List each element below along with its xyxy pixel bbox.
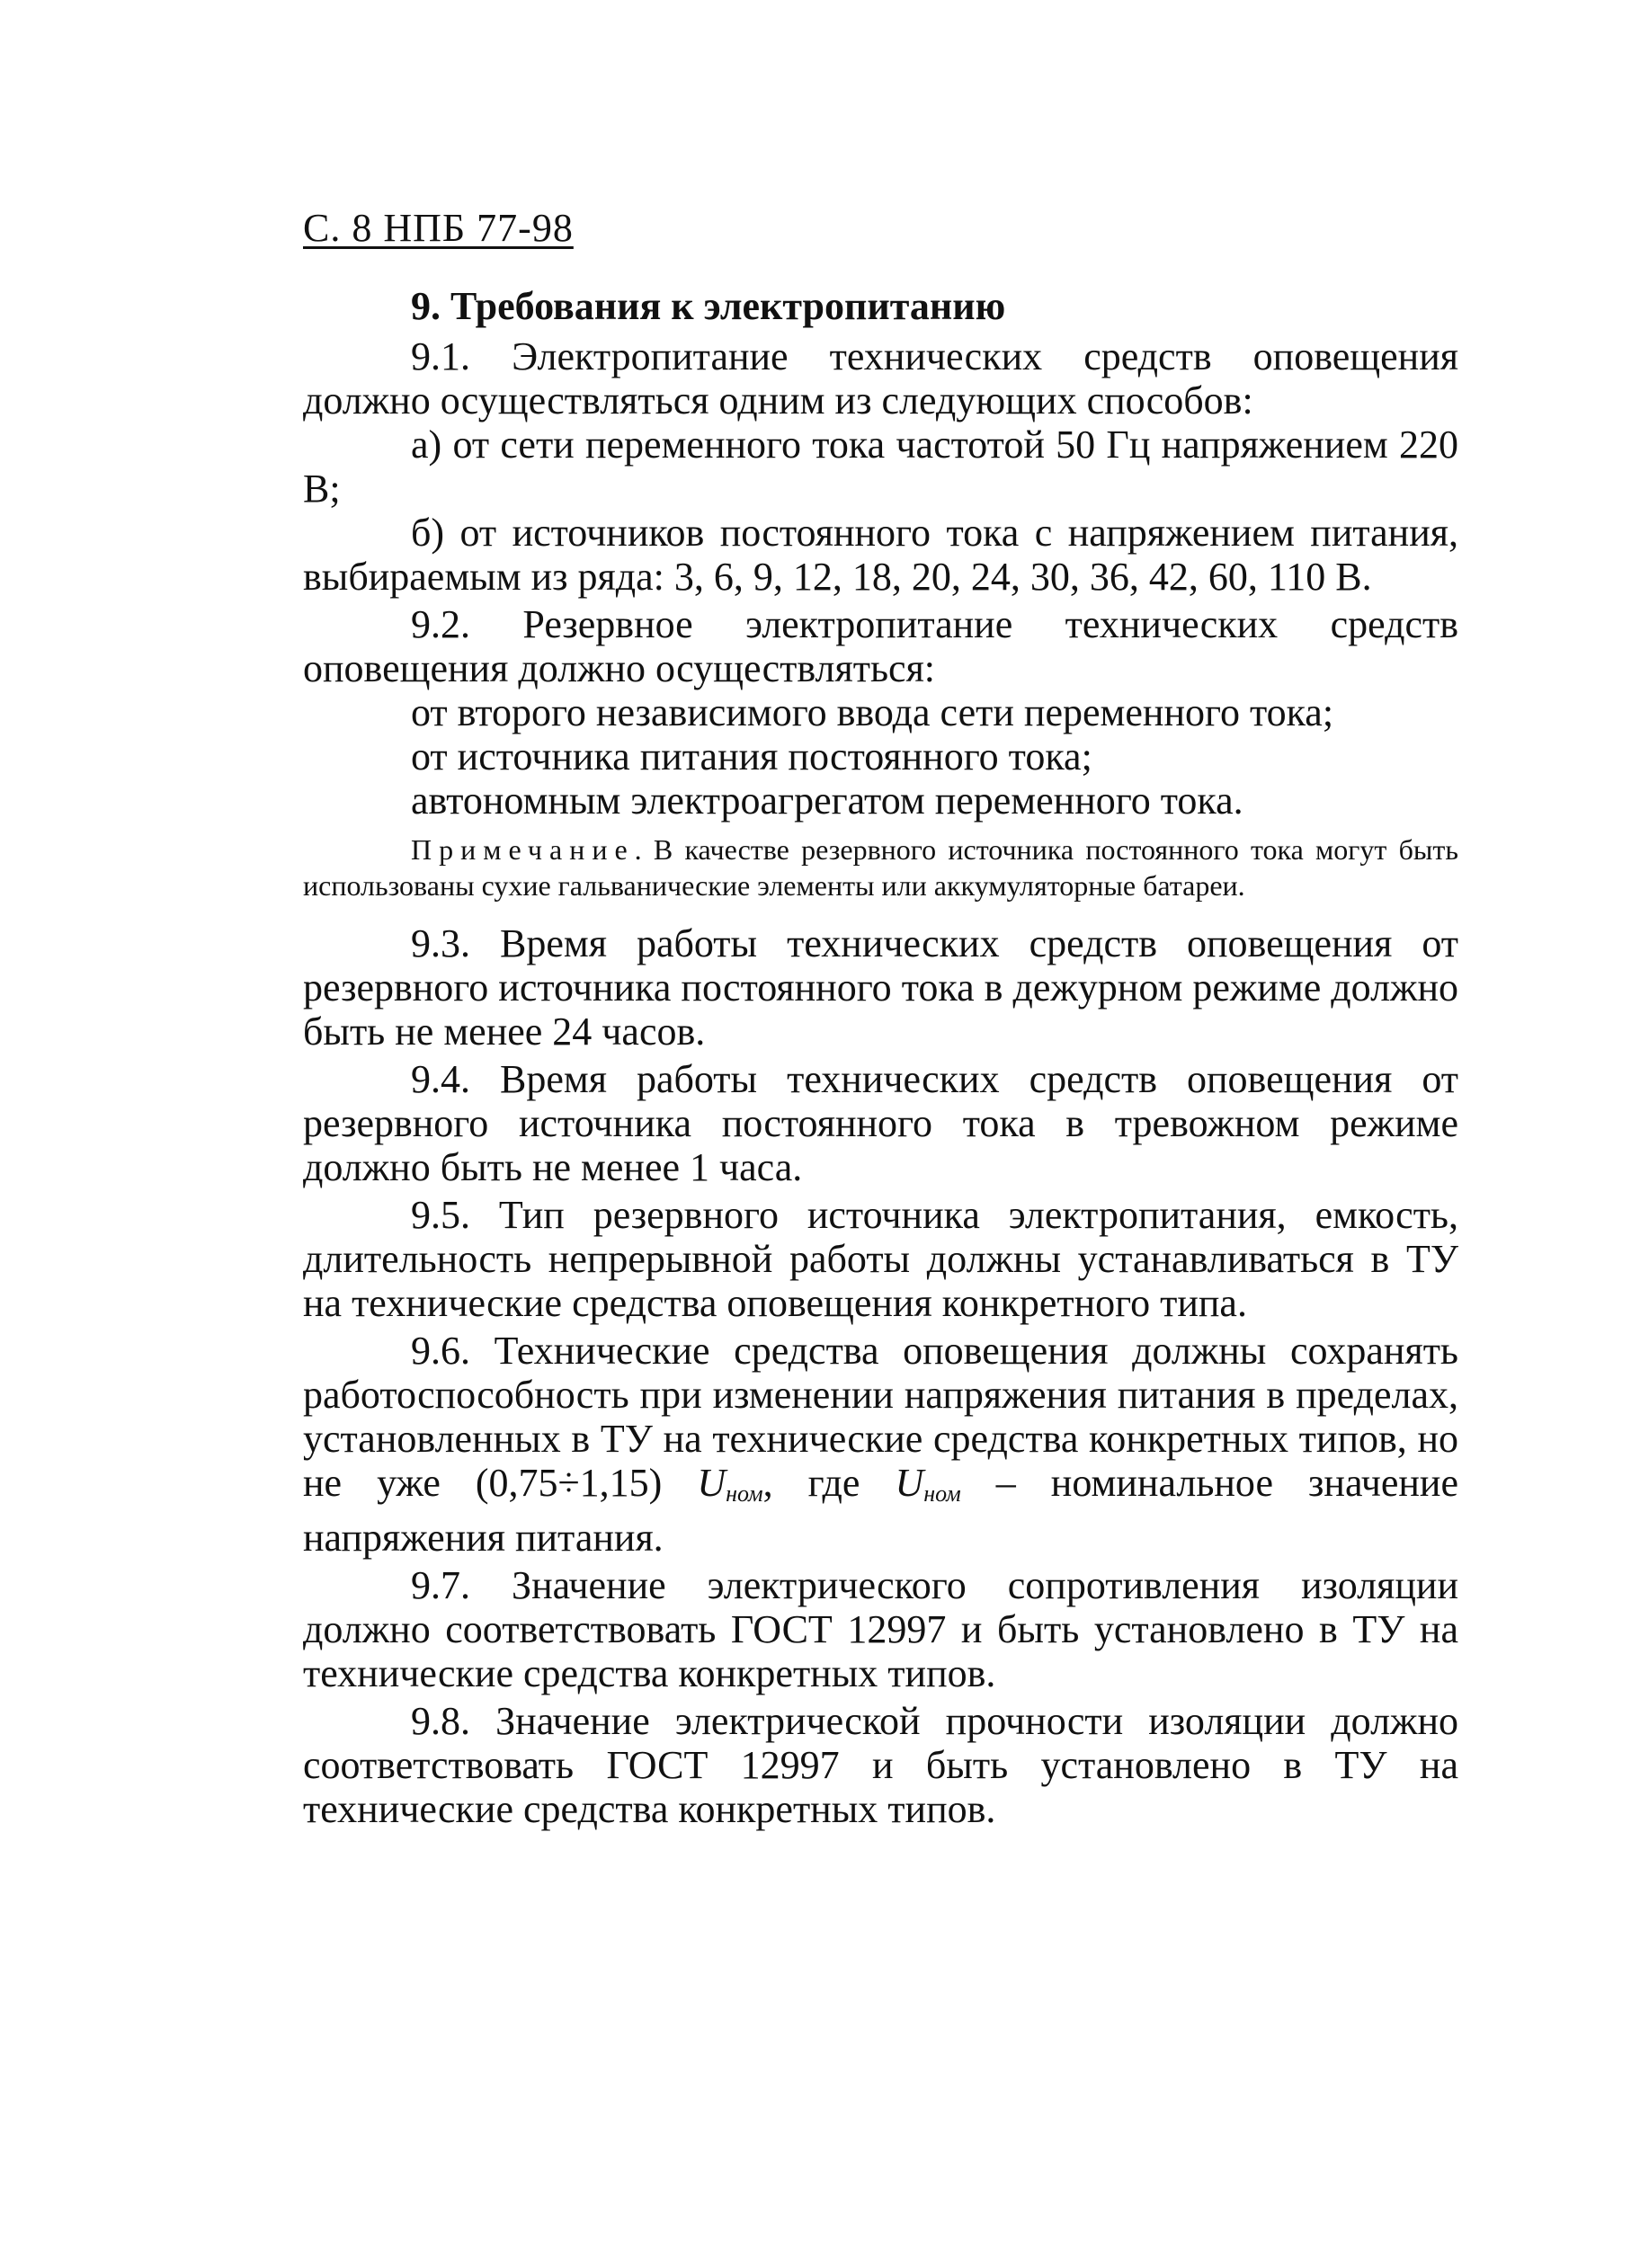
note [303,832,1458,903]
paragraph-9-6 [303,1329,1458,1560]
paragraph-9-6-part2: , где [762,1461,896,1505]
note-label: Примечание [411,833,635,866]
paragraph-9-6-part3: – номинальное значение напряжения питания. [303,1461,1458,1560]
paragraph-9-2: 9.2. Резервное электропитание технических средств оповещения должно осуществляться: [303,602,1458,690]
paragraph-9-8: 9.8. Значение электрической прочности изоляции должно соответствовать ГОСТ 12997 и быть установлено в ТУ на технические средства конкретных типов. [303,1699,1458,1831]
paragraph-9-1: 9.1. Электропитание технических средств оповещения должно осуществляться одним из следующих способов: [303,334,1458,422]
page-header: С. 8 НПБ 77-98 [303,206,574,250]
paragraph-9-7: 9.7. Значение электрического сопротивления изоляции должно соответствовать ГОСТ 12997 и быть установлено в ТУ на технические средства конкретных типов. [303,1563,1458,1695]
section-title: 9. Требования к электропитанию [411,284,1006,328]
u-nom-symbol: Uном [697,1461,763,1507]
list-item: от источника питания постоянного тока; [411,734,1092,778]
list-item: от второго независимого ввода сети переменного тока; [411,690,1334,734]
paragraph-9-3: 9.3. Время работы технических средств оповещения от резервного источника постоянного тока в дежурном режиме должно быть не менее 24 часов. [303,921,1458,1054]
paragraph-9-1-b: б) от источников постоянного тока с напряжением питания, выбираемым из ряда: 3, 6, 9, 12, 18, 20, 24, 30, 36, 42, 60, 110 В. [303,511,1458,599]
paragraph-9-4: 9.4. Время работы технических средств оповещения от резервного источника постоянного тока в тревожном режиме должно быть не менее 1 часа. [303,1057,1458,1189]
paragraph-9-5: 9.5. Тип резервного источника электропитания, емкость, длительность непрерывной работы должны устанавливаться в ТУ на технические средства оповещения конкретного типа. [303,1193,1458,1325]
paragraph-9-1-a: а) от сети переменного тока частотой 50 Гц напряжением 220 В; [303,422,1458,511]
u-nom-symbol: Uном [895,1461,961,1507]
note-text: . В качестве резервного источника постоянного тока могут быть использованы сухие гальванические элементы или аккумуляторные батареи. [303,833,1458,902]
document-body [303,284,1458,1835]
list-item: автономным электроагрегатом переменного тока. [411,778,1243,823]
paragraph-9-6-part1: 9.6. Технические средства оповещения должны сохранять работоспособность при изменении напряжения питания в пределах, установленных в ТУ на технические средства конкретных типов, но не уже (0,75÷1,15) [303,1329,1458,1505]
